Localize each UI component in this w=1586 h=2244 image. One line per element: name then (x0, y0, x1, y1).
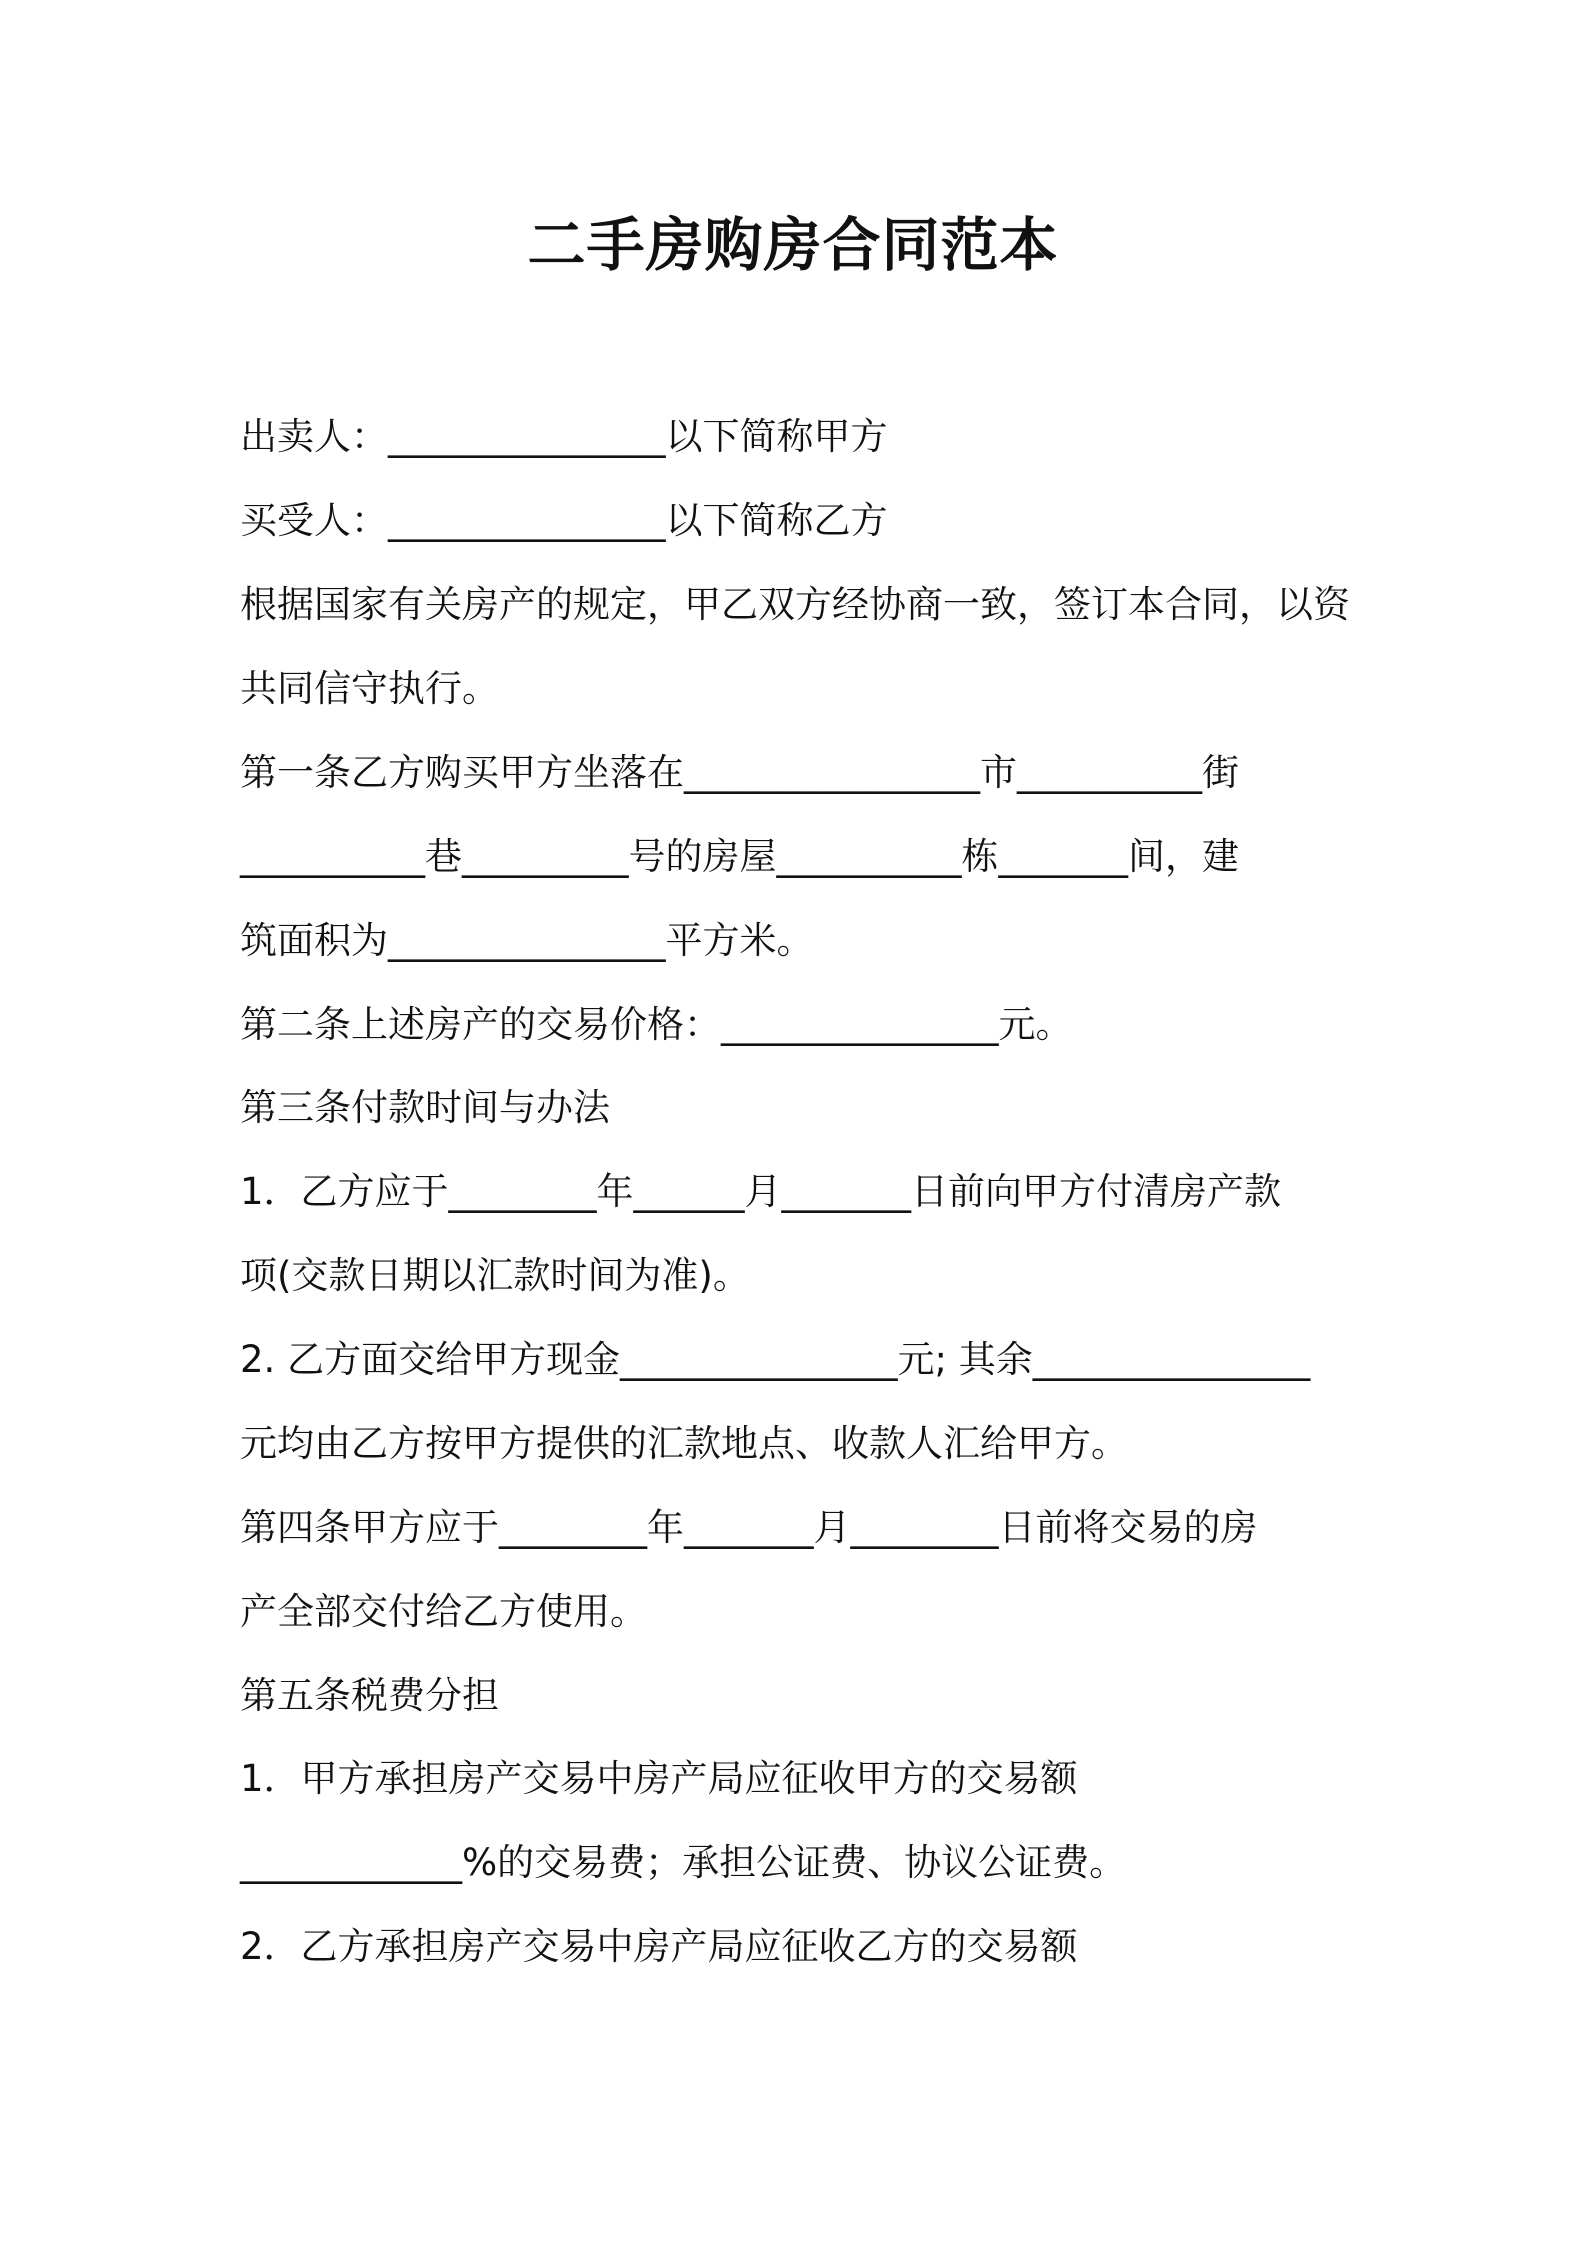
article-4-line-1: 第四条甲方应于________年_______月________日前将交易的房 (240, 1506, 1258, 1549)
article-5-heading: 第五条税费分担 (240, 1674, 499, 1717)
article-5-item-1-line-2: ____________%的交易费；承担公证费、协议公证费。 (240, 1841, 1127, 1884)
buyer-line: 买受人：_______________以下简称乙方 (240, 499, 888, 542)
article-5-item-1-line-1: 1．甲方承担房产交易中房产局应征收甲方的交易额 (240, 1757, 1078, 1800)
article-3-heading: 第三条付款时间与办法 (240, 1086, 610, 1129)
seller-line: 出卖人：_______________以下简称甲方 (240, 415, 888, 458)
article-3-item-1-line-1: 1．乙方应于________年______月_______日前向甲方付清房产款 (240, 1170, 1282, 1213)
article-1-line-3: 筑面积为_______________平方米。 (240, 919, 814, 962)
article-5-item-2-line-1: 2．乙方承担房产交易中房产局应征收乙方的交易额 (240, 1925, 1078, 1968)
article-3-item-1-line-2: 项(交款日期以汇款时间为准)。 (240, 1254, 750, 1297)
article-4-line-2: 产全部交付给乙方使用。 (240, 1590, 647, 1633)
article-2-line: 第二条上述房产的交易价格：_______________元。 (240, 1003, 1073, 1046)
article-3-item-2-line-2: 元均由乙方按甲方提供的汇款地点、收款人汇给甲方。 (240, 1422, 1128, 1465)
document-title: 二手房购房合同范本 (527, 211, 1059, 279)
article-3-item-2-line-1: 2. 乙方面交给甲方现金_______________元; 其余_______________ (240, 1338, 1311, 1381)
article-1-line-2: __________巷_________号的房屋__________栋_______间，建 (240, 835, 1239, 878)
article-1-line-1: 第一条乙方购买甲方坐落在________________市__________街 (240, 751, 1239, 794)
preamble-line-2: 共同信守执行。 (240, 667, 499, 710)
preamble-line-1: 根据国家有关房产的规定，甲乙双方经协商一致，签订本合同，以资 (240, 583, 1350, 626)
